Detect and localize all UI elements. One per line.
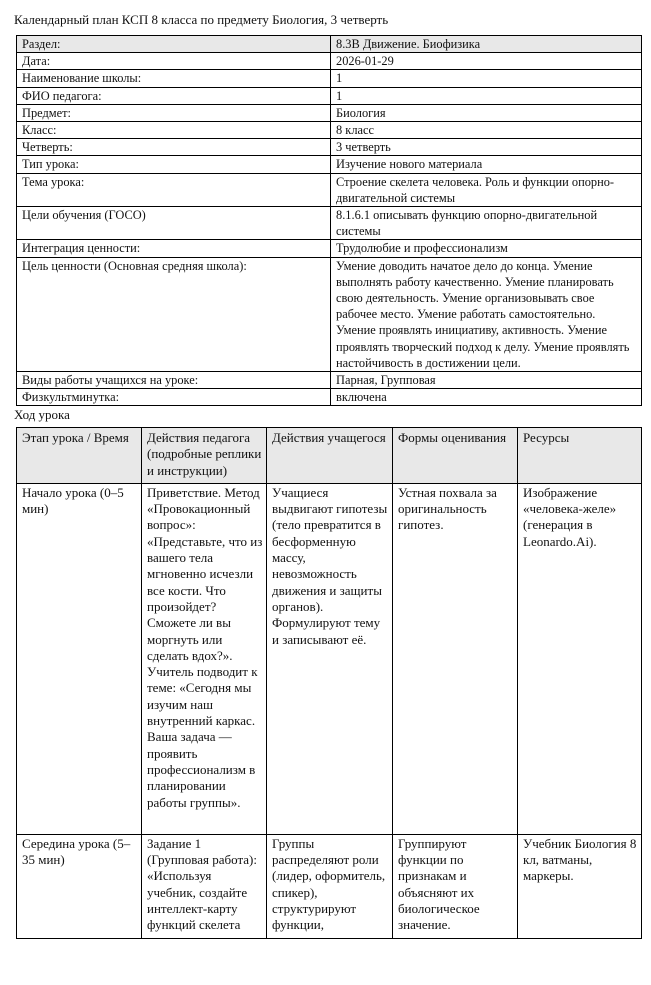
info-row-value-integration — [17, 240, 642, 257]
info-value: Строение скелета человека. Роль и функции опорно-двигательной системы — [331, 173, 642, 206]
lesson-flow-title: Ход урока — [14, 407, 70, 422]
info-value: Умение доводить начатое дело до конца. Умение выполнять работу качественно. Умение планировать свою деятельность. Умение организовывать свое рабочее место. Умение работать самостоятельно. Умение проявлять инициативу, активность. Умение проявлять творческий подход к делу. Умение проявлять настойчивость в достижении цели. — [331, 257, 642, 371]
info-label: Цели обучения (ГОСО) — [17, 207, 331, 240]
info-value: 8.1.6.1 описывать функцию опорно-двигательной системы — [331, 207, 642, 240]
info-label: Предмет: — [17, 104, 331, 121]
info-label: Дата: — [17, 53, 331, 70]
info-row-grade — [17, 122, 642, 139]
info-value: Изучение нового материала — [331, 156, 642, 173]
lesson-flow-table — [16, 427, 642, 939]
stage-cell: Начало урока (0–5 мин) — [17, 483, 142, 834]
info-label: Тип урока: — [17, 156, 331, 173]
column-header-teacher-actions: Действия педагога (подробные реплики и инструкции) — [142, 428, 267, 484]
info-label: Наименование школы: — [17, 70, 331, 87]
info-row-school — [17, 70, 642, 87]
info-label: Тема урока: — [17, 173, 331, 206]
resources-cell: Учебник Биология 8 кл, ватманы, маркеры. — [518, 834, 642, 938]
info-label: ФИО педагога: — [17, 87, 331, 104]
document-title: Календарный план КСП 8 класса по предмету Биология, 3 четверть — [14, 12, 389, 27]
info-label: Цель ценности (Основная средняя школа): — [17, 257, 331, 371]
info-value: 1 — [331, 70, 642, 87]
info-row-physical-break — [17, 389, 642, 406]
column-header-resources: Ресурсы — [518, 428, 642, 484]
lesson-row-start — [17, 483, 642, 834]
info-value: 8.3В Движение. Биофизика — [331, 36, 642, 53]
info-label: Раздел: — [17, 36, 331, 53]
info-value: 3 четверть — [331, 139, 642, 156]
lesson-info-table — [16, 35, 642, 406]
info-row-date — [17, 53, 642, 70]
info-row-learning-goals — [17, 207, 642, 240]
info-row-lesson-type — [17, 156, 642, 173]
column-header-stage: Этап урока / Время — [17, 428, 142, 484]
info-row-quarter — [17, 139, 642, 156]
info-row-subject — [17, 104, 642, 121]
info-value: Биология — [331, 104, 642, 121]
lesson-header-row — [17, 428, 642, 484]
student-actions-cell: Группы распределяют роли (лидер, оформитель, спикер), структурируют функции, — [267, 834, 393, 938]
teacher-actions-cell: Задание 1 (Групповая работа): «Используя учебник, создайте интеллект-карту функций скелета — [142, 834, 267, 938]
assessment-cell: Устная похвала за оригинальность гипотез. — [393, 483, 518, 834]
student-actions-cell: Учащиеся выдвигают гипотезы (тело превратится в бесформенную массу, невозможность движения и защиты органов). Формулируют тему и записывают её. — [267, 483, 393, 834]
info-value: Парная, Групповая — [331, 372, 642, 389]
info-label: Класс: — [17, 122, 331, 139]
info-label: Интеграция ценности: — [17, 240, 331, 257]
assessment-cell: Группируют функции по признакам и объясняют их биологическое значение. — [393, 834, 518, 938]
info-row-section — [17, 36, 642, 53]
column-header-student-actions: Действия учащегося — [267, 428, 393, 484]
lesson-row-middle — [17, 834, 642, 938]
info-row-work-types — [17, 372, 642, 389]
info-value: 2026-01-29 — [331, 53, 642, 70]
info-label: Виды работы учащихся на уроке: — [17, 372, 331, 389]
column-header-assessment: Формы оценивания — [393, 428, 518, 484]
info-row-value-goal — [17, 257, 642, 371]
stage-cell: Середина урока (5–35 мин) — [17, 834, 142, 938]
info-value: Трудолюбие и профессионализм — [331, 240, 642, 257]
info-label: Физкультминутка: — [17, 389, 331, 406]
teacher-actions-cell: Приветствие. Метод «Провокационный вопрос»: «Представьте, что из вашего тела мгновенно исчезли все кости. Что произойдет? Сможете ли вы моргнуть или сделать вдох?». Учитель подводит к теме: «Сегодня мы изучим наш внутренний каркас. Ваша задача — проявить профессионализм в планировании работы группы». — [142, 483, 267, 834]
info-row-topic — [17, 173, 642, 206]
resources-cell: Изображение «человека-желе» (генерация в Leonardo.Ai). — [518, 483, 642, 834]
info-label: Четверть: — [17, 139, 331, 156]
info-value: 8 класс — [331, 122, 642, 139]
info-value: 1 — [331, 87, 642, 104]
info-row-teacher — [17, 87, 642, 104]
info-value: включена — [331, 389, 642, 406]
